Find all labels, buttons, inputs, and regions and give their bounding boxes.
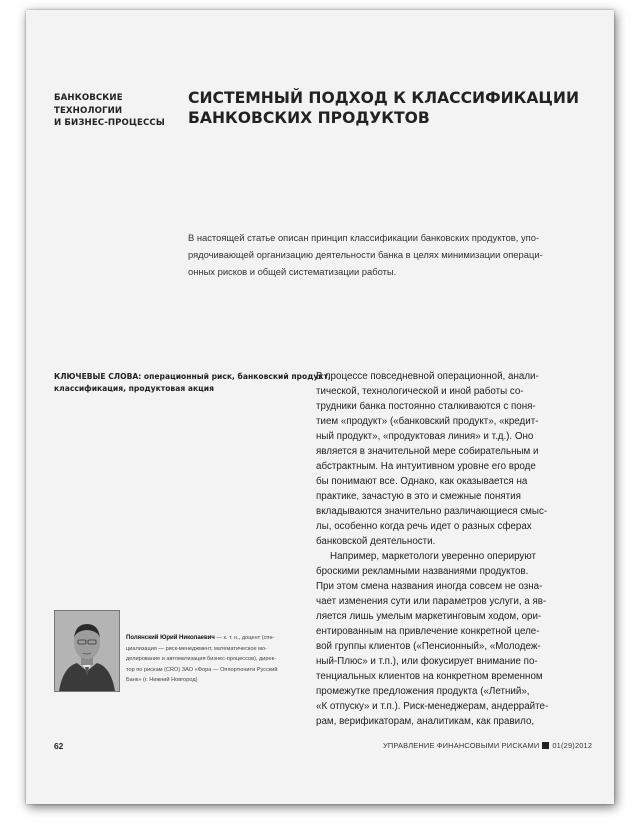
article-title — [188, 88, 580, 128]
section-label-line: И БИЗНЕС-ПРОЦЕССЫ — [54, 118, 165, 128]
keywords-line: КЛЮЧЕВЫЕ СЛОВА: операционный риск, банковский продукт, — [54, 372, 331, 381]
square-icon — [542, 742, 549, 749]
body-line: ный-Плюс» и т.п.), или фокусирует внимание по- — [316, 656, 538, 667]
author-bio-text: — к. т. н., доцент (спе- — [214, 635, 275, 641]
body-line: ный продукт», «продуктовая линия» и т.д.). Оно — [316, 431, 534, 442]
journal-footer — [383, 741, 592, 750]
journal-issue: 01(29)2012 — [552, 741, 593, 750]
page-number: 62 — [54, 741, 64, 751]
body-line: тием «продукт» («банковский продукт», «кредит- — [316, 416, 539, 427]
author-bio-line: тор по рискам (CRO) ЗАО «Фора — Оппортюнити Русский — [126, 666, 278, 673]
author-bio-line: делирование и автоматизация бизнес-процессов), дирек- — [126, 656, 276, 662]
body-line: тической, технологической и иной работы со- — [316, 386, 524, 397]
body-line: ляется лишь умелым маркетинговым ходом, ори- — [316, 611, 542, 622]
section-label-line: ТЕХНОЛОГИИ — [54, 105, 123, 116]
body-line: промежутке предложения продукта («Летний», — [316, 686, 530, 697]
journal-name: УПРАВЛЕНИЕ ФИНАНСОВЫМИ РИСКАМИ — [383, 741, 540, 750]
title-line: БАНКОВСКИХ ПРОДУКТОВ — [188, 109, 430, 127]
body-line: практике, зачастую в это и смежные понятия — [316, 491, 521, 502]
body-line: чает изменения сути или параметров услуги, а яв- — [316, 596, 547, 607]
author-bio-line — [126, 633, 301, 644]
body-line: тенциальных клиентов на конкретном временном — [316, 671, 543, 682]
body-line: «К отпуску» и т.п.). Риск-менеджерам, андеррайте- — [316, 701, 549, 712]
abstract-line: В настоящей статье описан принцип классификации банковских продуктов, упо- — [188, 232, 540, 243]
body-line: абстрактным. На интуитивном уровне его вроде — [316, 461, 536, 472]
body-line: рам, верификаторам, аналитикам, как правило, — [316, 716, 535, 727]
body-line: Например, маркетологи уверенно оперируют — [330, 551, 536, 562]
body-line: ентированным на привлечение конкретной целе- — [316, 626, 540, 637]
author-bio — [126, 633, 301, 686]
author-bio-line: циализация — риск-менеджмент, математическое мо- — [126, 645, 267, 652]
body-line: бы понимают все. Однако, как оказывается на — [316, 476, 528, 487]
body-line: броскими рекламными названиями продуктов. — [316, 566, 529, 577]
body-line: При этом смена названия иногда совсем не озна- — [316, 581, 543, 592]
abstract-line: рядочивающей организацию деятельности банка в целях минимизации операци- — [188, 249, 543, 260]
body-line: трудники банка постоянно сталкиваются с поня- — [316, 401, 536, 412]
article-body — [316, 369, 566, 729]
section-label-line: БАНКОВСКИЕ — [54, 93, 123, 103]
title-line: СИСТЕМНЫЙ ПОДХОД К КЛАССИФИКАЦИИ — [188, 89, 580, 107]
body-line: В процессе повседневной операционной, анали- — [316, 371, 539, 382]
author-photo — [54, 610, 120, 692]
body-line: лы, особенно когда речь идет о разных сферах — [316, 521, 532, 532]
body-line: вой группы клиентов («Пенсионный», «Молодеж- — [316, 641, 541, 652]
body-line: банковской деятельности. — [316, 536, 436, 547]
author-bio-line: Банк» (г. Нижний Новгород) — [126, 677, 198, 683]
author-name: Полянский Юрий Николаевич — [126, 635, 215, 641]
keywords — [54, 371, 331, 395]
body-line: вкладываются значительно различающиеся смыс- — [316, 506, 548, 517]
abstract-line: онных рисков и общей систематизации работы. — [188, 266, 397, 277]
body-line: является в значительной мере собирательным и — [316, 446, 539, 457]
section-label — [54, 92, 164, 130]
author-portrait-icon — [55, 611, 119, 691]
keywords-line: классификация, продуктовая акция — [54, 384, 214, 393]
abstract — [188, 229, 563, 280]
